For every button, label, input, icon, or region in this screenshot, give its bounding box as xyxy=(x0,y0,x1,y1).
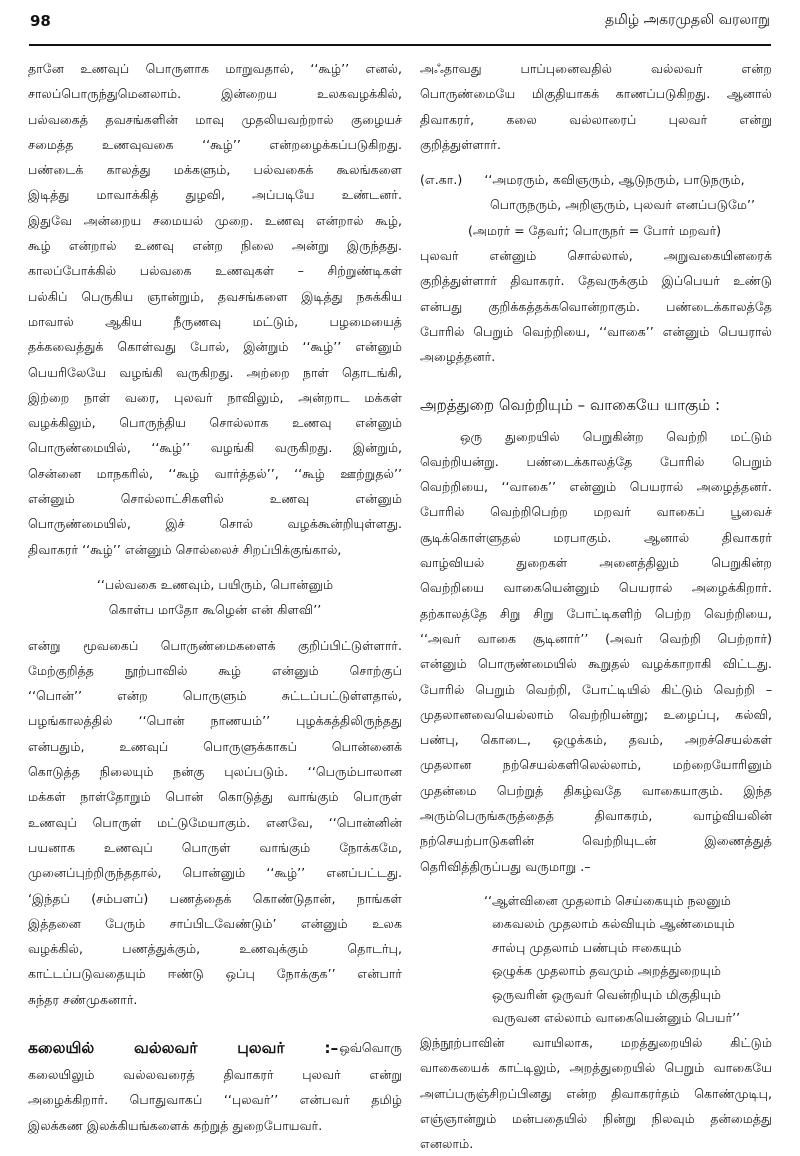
text-line: என்னும் பொருண்மையில் கூறுதல் வழக்காறாகி விட்டது. xyxy=(420,656,772,672)
text-line: இந்நூற்பாவின் வாயிலாக, மறத்துறையில் கிட்டும் xyxy=(420,1034,772,1050)
text-line: போரில் பெறும் வெற்றி, போட்டியில் கிட்டும் வெற்றி – xyxy=(420,681,772,697)
quote-line: வருவன எல்லாம் வாகையென்னும் பெயர்’’ xyxy=(492,1010,741,1026)
text-line: முதலானவையெல்லாம் வெற்றியன்று; உழைப்பு, கல்வி, xyxy=(420,706,772,722)
text-line: எஞ்ஞான்றும் மன்பதையில் நின்று நிலவும் தன்மைத்து xyxy=(420,1110,772,1126)
spacer xyxy=(420,879,772,889)
text-line: வெற்றியன்று. பண்டைக்காலத்தே போரில் பெறும் xyxy=(420,453,772,469)
text-line: நற்செயற்பாடுகளின் வெற்றியுடன் இணைத்துத் xyxy=(420,833,772,849)
text-line: குறித்துள்ளார். xyxy=(420,136,501,152)
quote-line xyxy=(420,167,772,192)
text-line: எனலாம். xyxy=(420,1136,474,1152)
right-column xyxy=(420,56,772,1156)
text-line: பொருண்மையில், இச் சொல் வழக்கூன்றியுள்ளது. xyxy=(28,516,402,532)
text-line: ‘இந்தப் (சம்பளப்) பணத்தைக் கொண்டுதான், நாங்கள் xyxy=(28,890,402,906)
text-line: தெரிவித்திருப்பது வருமாறு .– xyxy=(420,858,591,874)
text-line: புலவர் என்னும் சொல்லால், அறுவகையினரைக் xyxy=(420,248,772,264)
text-line: என்பது குறிக்கத்தக்கவொன்றாகும். பண்டைக்காலத்தே xyxy=(420,298,772,314)
text-line: இடித்து மாவாக்கித் துழவி, அப்படியே உண்டனர். xyxy=(28,187,402,203)
text-line: ஒரு துறையில் பெறுகின்ற வெற்றி மட்டும் xyxy=(460,428,772,444)
section-heading-line xyxy=(28,1034,402,1062)
quote-line: பொருநரும், அறிஞரும், புலவர் எனப்படுமே’’ xyxy=(490,197,756,213)
quote-line: கொள்ப மாதோ கூழென் என் கிளவி’’ xyxy=(108,602,322,618)
text-line: பல்கிப் பெருகிய ஞான்றும், தவசங்களை இடித்து நசுக்கிய xyxy=(28,288,402,304)
spacer xyxy=(28,623,402,633)
text-line: வழக்கிலும், பொருந்திய சொல்லாக உணவு என்னும் xyxy=(28,415,402,431)
spacer xyxy=(420,157,772,167)
text-line: முனைப்புற்றிருந்ததால், பொன்னும் ‘‘கூழ்’’ எனப்பட்டது. xyxy=(28,865,402,881)
text-line: திவாகரர் ‘‘கூழ்’’ என்னும் சொல்லைச் சிறப்பிக்குங்கால், xyxy=(28,541,342,557)
text-line: காட்டப்படுவதையும் ஈண்டு ஒப்பு நோக்குக’’ என்பார் xyxy=(28,966,402,982)
paragraph xyxy=(420,243,772,369)
text-line: மக்கள் நாள்தோறும் பொன் கொடுத்து வாங்கும் பொருள் xyxy=(28,789,402,805)
page-number: 98 xyxy=(30,12,51,30)
text-line: உணவுப் பொருள் மட்டுமேயாகும். எனவே, ‘‘பொன்னின் xyxy=(28,814,402,830)
text-line: சாலப்பொருந்துமெனலாம். இன்றைய உலகவழக்கில், xyxy=(28,86,402,102)
text-line: அரும்பெருங்கருத்தைத் திவாகரம், வாழ்வியலின் xyxy=(420,808,772,824)
text-line: தற்காலத்தே சிறு சிறு போட்டிகளிற் பெற்ற வெற்றியை, xyxy=(420,605,772,621)
text-line: சமைத்த உணவுவகை ‘‘கூழ்’’ என்றழைக்கப்படுகிறது. xyxy=(28,136,402,152)
section-heading: கலையில் வல்லவர் புலவர் :– xyxy=(28,1038,339,1057)
quote-text: ‘‘அமரரும், கவிஞரும், ஆடுநரும், பாடுநரும், xyxy=(484,172,745,188)
text-line: போரில் வெற்றிபெற்ற மறவர் வாகைப் பூவைச் xyxy=(420,504,772,520)
text-line: முதன்மை பெற்றுத் திகழ்வதே வாகையாகும். இந்த xyxy=(420,782,772,798)
quote-line: ஒருவரின் ஒருவர் வென்றியும் மிகுதியும் xyxy=(492,986,722,1002)
text-line: சுந்தர சண்முகனார். xyxy=(28,991,138,1007)
text-line: என்னும் சொல்லாட்சிகளில் உணவு என்னும் xyxy=(28,491,402,507)
text-line: பெயரிலேயே வழங்கி வருகிறது. அற்றை நாள் தொடங்கி, xyxy=(28,364,402,380)
text-line: கலையிலும் வல்லவரைத் திவாகரர் புலவர் என்று xyxy=(28,1066,402,1082)
text-line: குறித்துள்ளார் திவாகரர். தேவருக்கும் இப்பெயர் உண்டு xyxy=(420,273,772,289)
text-line: பொருண்மையே மிகுதியாகக் காணப்படுகிறது. ஆனால் xyxy=(420,86,772,102)
quote-line: ‘‘பல்வகை உணவும், பயிரும், பொன்னும் xyxy=(96,576,334,592)
text-line: வாழ்வியல் துறைகள் அனைத்திலும் பெறுகின்ற xyxy=(420,555,772,571)
text-line: முதலான நற்செயல்களிலெல்லாம், மற்றையோரினும் xyxy=(420,757,772,773)
text-line: இத்தனை பேரும் சாப்பிடவேண்டும்’ என்னும் உலக xyxy=(28,915,402,931)
text-line: ‘‘அவர் வாகை சூடினார்’’ (அவர் வெற்றி பெற்றார்) xyxy=(420,630,772,646)
text-line: பல்வகைத் தவசங்களின் மாவு முதலியவற்றால் குழையச் xyxy=(28,111,402,127)
text-line: என்பதும், உணவுப் பொருளுக்காகப் பொன்னைக் xyxy=(28,738,402,754)
text-line: பொருண்மையில், ‘‘கூழ்’’ வழங்கி வருகிறது. இன்றும், xyxy=(28,440,402,456)
spacer xyxy=(420,370,772,392)
text-line: தானே உணவுப் பொருளாக மாறுவதால், ‘‘கூழ்’’ எனல், xyxy=(28,61,402,76)
spacer xyxy=(28,1012,402,1034)
text-line: அளப்பருஞ்சிறப்பினது என்ற திவாகரர்தம் கொண்முடிபு, xyxy=(420,1085,772,1101)
text-line: தக்கவைத்துக் கொள்வது போல், இன்றும் ‘‘கூழ்’’ என்னும் xyxy=(28,339,402,355)
paragraph xyxy=(420,56,772,157)
quote-line: ‘‘ஆள்வினை முதலாம் செய்கையும் நலனும் xyxy=(484,892,731,908)
text-line: அழைத்தனர். xyxy=(420,349,496,365)
quote-label: (எ.கா.) xyxy=(420,172,463,188)
text-line: வெற்றியை வாகையென்னும் பெயரால் அழைக்கிறார். xyxy=(420,580,772,596)
paragraph xyxy=(420,424,772,879)
text-line: வழக்கில், பணத்துக்கும், உணவுக்கும் தொடர்பு, xyxy=(28,941,402,957)
text-line: மேற்குறித்த நூற்பாவில் கூழ் என்னும் சொற்குப் xyxy=(28,662,402,678)
spacer xyxy=(28,562,402,572)
text-line: திவாகரர், கலை வல்லாரைப் புலவர் என்று xyxy=(420,111,772,127)
block-quote xyxy=(28,572,402,623)
paragraph xyxy=(28,56,402,562)
text-line: அஃதாவது பாப்புனைவதில் வல்லவர் என்ற xyxy=(420,61,772,76)
text-line: கொடுத்த நிலையும் நன்கு புலப்படும். ‘‘பெரும்பாலான xyxy=(28,764,402,780)
text-line: பழங்காலத்தில் ‘‘பொன் நாணயம்’’ புழக்கத்திலிருந்தது xyxy=(28,713,402,729)
text-line: போரில் பெறும் வெற்றியை, ‘‘வாகை’’ என்னும் பெயரால் xyxy=(420,323,772,339)
quote-line: கைவலம் முதலாம் கல்வியும் ஆண்மையும் xyxy=(492,916,735,932)
text-line: அழைக்கிறார். பொதுவாகப் ‘‘புலவர்’’ என்பவர் தமிழ் xyxy=(28,1092,402,1108)
text-line: ‘‘பொன்’’ என்ற பொருளும் சுட்டப்பட்டுள்ளதால், xyxy=(28,688,402,704)
text-line: வெற்றியை, ‘‘வாகை’’ என்னும் பெயரால் அழைத்தனர். xyxy=(420,479,772,495)
text-line: காலப்போக்கில் பல்வகை உணவுகள் – சிற்றுண்டிகள் xyxy=(28,263,402,279)
text-line: பண்டைக் காலத்து மக்களும், பல்வகைக் கூலங்களை xyxy=(28,162,402,178)
block-quote xyxy=(420,889,772,1030)
text-line: இதுவே அன்றைய சமையல் முறை. உணவு என்றால் கூழ், xyxy=(28,212,402,228)
section-first-words: ஒவ்வொரு xyxy=(339,1039,402,1055)
paragraph xyxy=(420,1030,772,1156)
text-line: இற்றை நாள் வரை, புலவர் நாவிலும், அன்றாட மக்கள் xyxy=(28,389,402,405)
text-line: கூழ் என்றால் உணவு என்ற நிலை அன்று இருந்தது. xyxy=(28,238,402,254)
gloss-line: (அமரர் = தேவர்; பொருநர் = போர் மறவர்) xyxy=(468,222,722,238)
running-title: தமிழ் அகரமுதலி வரலாறு xyxy=(604,12,770,28)
text-line: பண்பு, கொடை, ஒழுக்கம், தவம், அறச்செயல்கள் xyxy=(420,732,772,748)
quote-line: சால்பு முதலாம் பண்பும் ஈகையும் xyxy=(492,939,682,955)
text-line: இலக்கண இலக்கியங்களைக் கற்றுத் துறைபோயவர். xyxy=(28,1117,323,1133)
text-line: வாகையைக் காட்டிலும், அறத்துறையில் பெறும் வாகையே xyxy=(420,1060,772,1076)
text-line: சூடிக்கொள்ளுதல் மரபாகும். ஆனால் திவாகரர் xyxy=(420,529,772,545)
text-line: பயனாக உணவுப் பொருள் வாங்கும் நோக்கமே, xyxy=(28,839,402,855)
left-column xyxy=(28,56,402,1138)
section-heading: அறத்துறை வெற்றியும் – வாகையே யாகும் : xyxy=(420,395,721,414)
text-line: என்று மூவகைப் பொருண்மைகளைக் குறிப்பிட்டுள்ளார். xyxy=(28,637,402,653)
text-line: மாவால் ஆகிய நீருணவு மட்டும், பழமையைத் xyxy=(28,313,402,329)
text-line: சென்னை மாநகரில், ‘‘கூழ் வார்த்தல்’’, ‘‘கூழ் ஊற்றுதல்’’ xyxy=(28,465,402,481)
header-rule xyxy=(29,44,771,46)
quote-line: ஒழுக்க முதலாம் தவமும் அறத்துறையும் xyxy=(492,963,721,979)
paragraph xyxy=(28,633,402,1012)
